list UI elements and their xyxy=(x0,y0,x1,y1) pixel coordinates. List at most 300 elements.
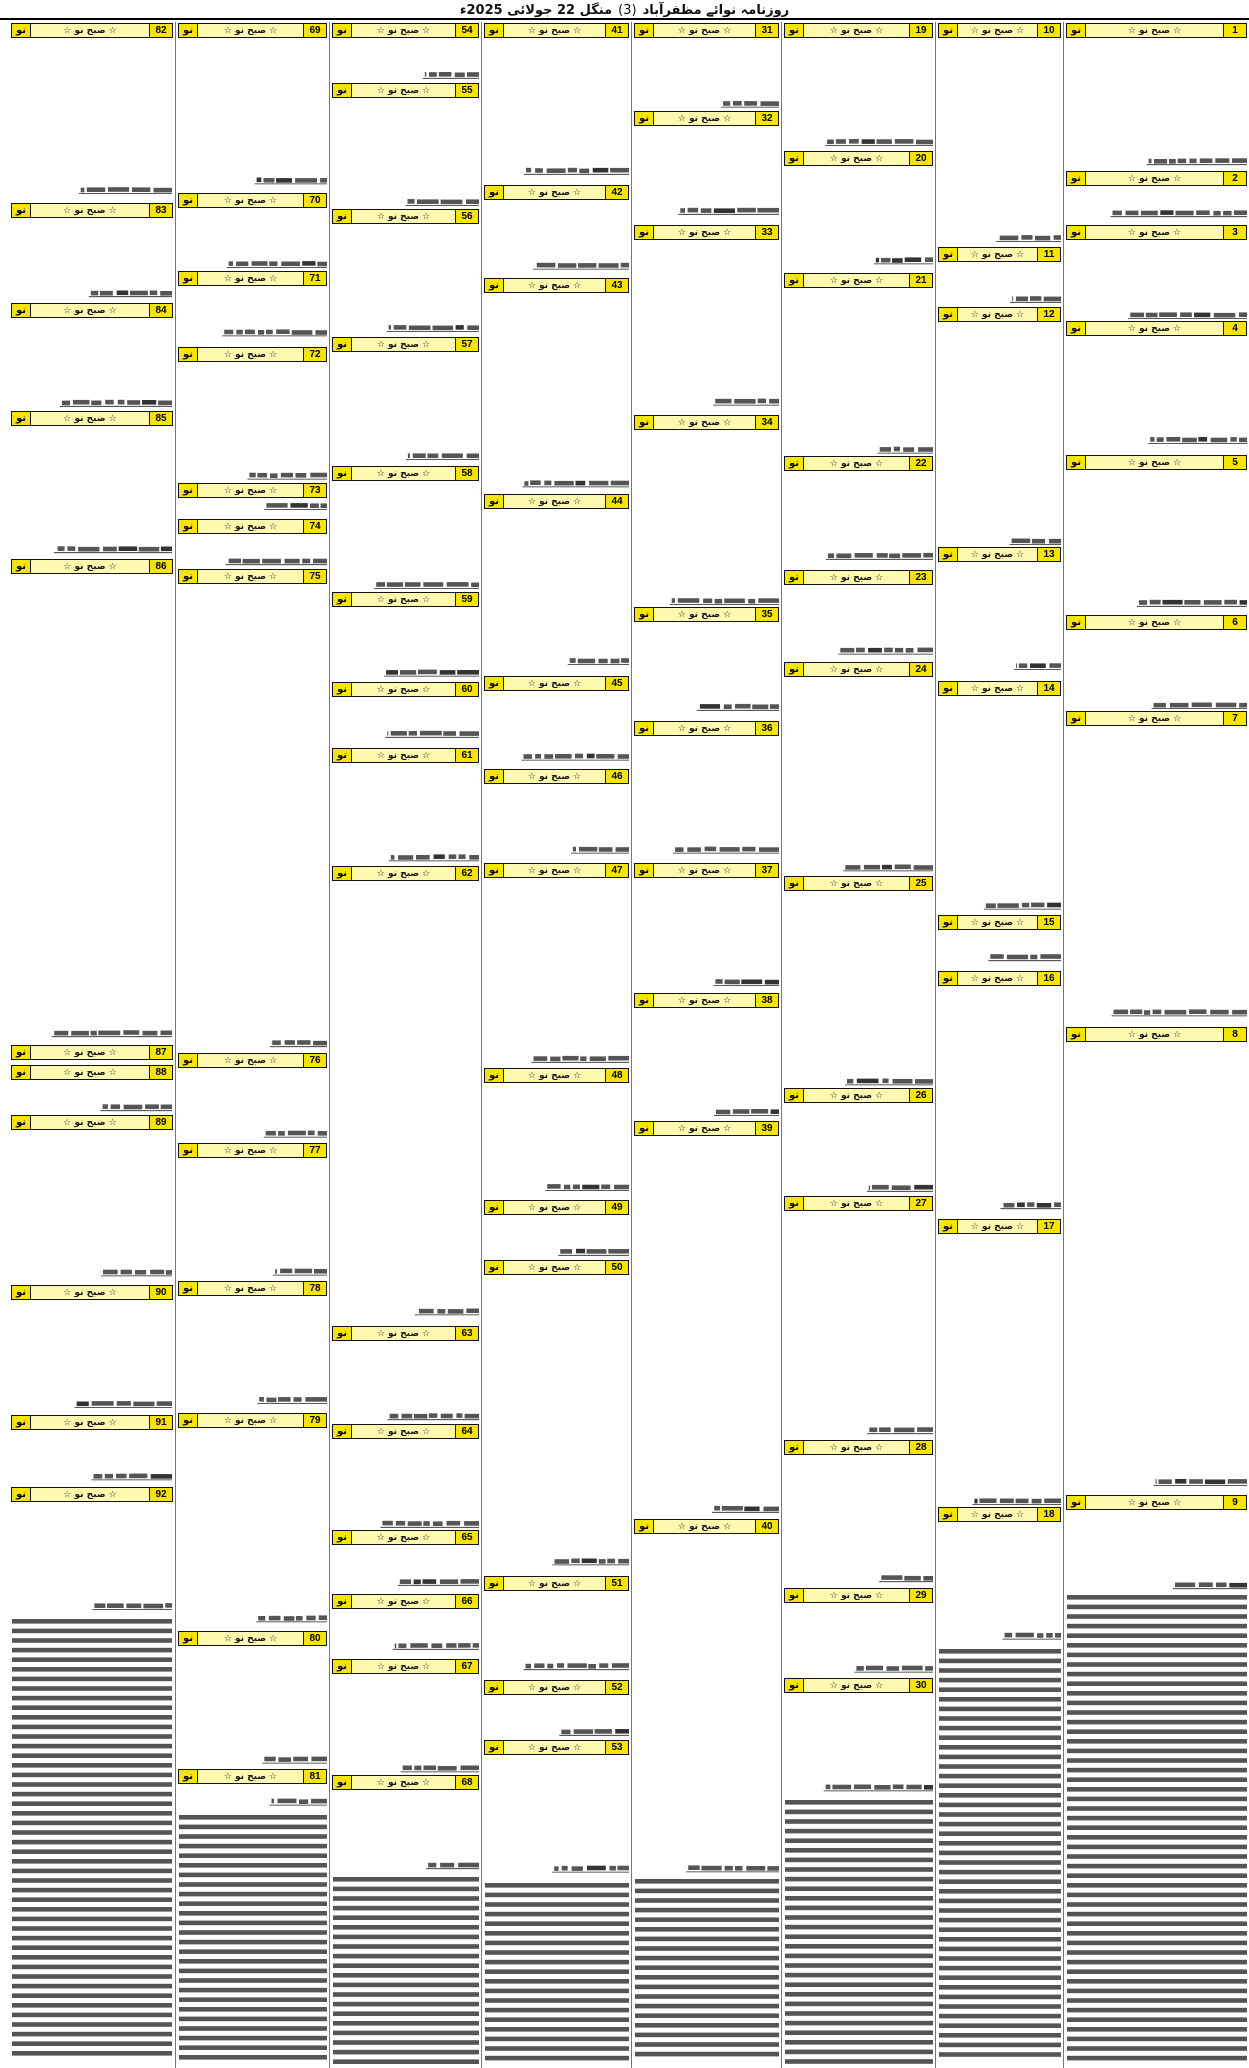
news-item-label: ☆ صبح نو ☆ xyxy=(31,304,149,317)
word-mark xyxy=(595,1729,612,1734)
news-item-label: ☆ صبح نو ☆ xyxy=(352,593,455,606)
word-mark xyxy=(1067,1768,1247,1773)
news-item-header xyxy=(634,721,779,736)
news-item-logo: نو xyxy=(12,304,31,317)
word-mark xyxy=(333,2040,479,2045)
word-mark xyxy=(179,1997,327,2002)
word-mark xyxy=(485,1893,629,1898)
news-item-label: ☆ صبح نو ☆ xyxy=(654,1122,755,1135)
text-lines xyxy=(11,1302,173,1413)
news-item-text-block xyxy=(11,1082,173,1114)
news-item-number: 59 xyxy=(455,593,478,606)
news-item-number: 2 xyxy=(1223,172,1246,185)
word-mark xyxy=(333,1944,479,1949)
word-mark xyxy=(333,2021,479,2026)
news-item xyxy=(178,270,327,346)
word-mark xyxy=(1198,437,1207,442)
news-item-number: 41 xyxy=(605,24,628,37)
news-item-text-block xyxy=(484,693,629,768)
word-mark xyxy=(179,1853,327,1858)
word-mark xyxy=(278,1799,297,1804)
news-item-number: 55 xyxy=(455,84,478,97)
word-mark xyxy=(939,1889,1061,1894)
text-lines xyxy=(178,1786,327,1811)
news-item-label: ☆ صبح نو ☆ xyxy=(504,1741,605,1754)
news-item-label: ☆ صبح نو ☆ xyxy=(198,194,303,207)
word-mark xyxy=(272,1040,281,1045)
word-mark xyxy=(333,1915,479,1920)
text-lines xyxy=(1066,472,1247,613)
word-mark xyxy=(785,1925,933,1930)
news-item-text-block xyxy=(484,1217,629,1259)
news-item-header xyxy=(484,1576,629,1591)
word-mark xyxy=(785,1934,933,1939)
word-mark xyxy=(485,1969,629,1974)
word-mark xyxy=(1223,211,1232,216)
word-mark xyxy=(1067,2027,1247,2032)
text-lines xyxy=(11,40,173,201)
word-mark xyxy=(856,648,865,653)
word-mark xyxy=(874,1785,890,1790)
word-mark xyxy=(785,1954,933,1959)
text-lines xyxy=(11,1616,173,2068)
word-mark xyxy=(1067,1720,1247,1725)
word-mark xyxy=(485,2027,629,2032)
word-mark xyxy=(589,481,608,486)
news-item-label: ☆ صبح نو ☆ xyxy=(654,864,755,877)
word-mark xyxy=(635,2013,779,2018)
word-mark xyxy=(554,481,573,486)
news-item-header xyxy=(178,1631,327,1646)
word-mark xyxy=(308,1131,315,1136)
text-lines xyxy=(634,432,779,605)
word-mark xyxy=(292,330,313,335)
news-item-header xyxy=(484,863,629,878)
text-lines xyxy=(178,40,327,191)
news-item-number: 87 xyxy=(149,1046,172,1059)
word-mark xyxy=(761,101,780,106)
word-mark xyxy=(333,1925,479,1930)
word-mark xyxy=(456,1413,462,1418)
word-mark xyxy=(376,582,385,587)
text-lines xyxy=(484,1593,629,1678)
news-item-text-block xyxy=(938,698,1061,914)
text-lines xyxy=(484,1085,629,1198)
word-mark xyxy=(269,261,277,266)
news-item xyxy=(11,202,173,302)
word-mark xyxy=(1067,1893,1247,1898)
word-mark xyxy=(67,546,75,551)
news-item-logo: نو xyxy=(333,467,352,480)
news-item-logo: نو xyxy=(635,112,654,125)
news-item-header xyxy=(1066,1027,1247,1042)
word-mark xyxy=(734,399,755,404)
word-mark xyxy=(635,1908,779,1913)
news-item-number: 47 xyxy=(605,864,628,877)
word-mark xyxy=(1016,1499,1029,1504)
news-item-number: 14 xyxy=(1037,682,1060,695)
news-item-text-block xyxy=(332,354,479,465)
word-mark xyxy=(939,1822,1061,1827)
word-mark xyxy=(1130,1010,1142,1015)
word-mark xyxy=(1067,1835,1247,1840)
word-mark xyxy=(687,847,701,852)
word-mark xyxy=(593,168,609,173)
word-mark xyxy=(939,1870,1061,1875)
word-mark xyxy=(826,1785,831,1790)
news-item-label: ☆ صبح نو ☆ xyxy=(504,1681,605,1694)
word-mark xyxy=(587,754,595,759)
news-item-label: ☆ صبح نو ☆ xyxy=(198,1282,303,1295)
word-mark xyxy=(939,2043,1061,2048)
word-mark xyxy=(748,599,755,604)
news-item-number: 49 xyxy=(605,1201,628,1214)
word-mark xyxy=(986,903,996,908)
word-mark xyxy=(437,1309,445,1314)
word-mark xyxy=(1150,437,1154,442)
word-mark xyxy=(769,399,779,404)
word-mark xyxy=(78,547,99,552)
word-mark xyxy=(869,1186,870,1191)
news-item-logo: نو xyxy=(939,682,958,695)
news-item xyxy=(634,1120,779,1518)
news-item-header xyxy=(178,1281,327,1296)
news-item-text-block xyxy=(178,500,327,518)
news-item xyxy=(484,184,629,277)
news-item-logo: نو xyxy=(12,1116,31,1129)
word-mark xyxy=(386,670,398,675)
word-mark xyxy=(264,1757,275,1762)
news-item-label: ☆ صبح نو ☆ xyxy=(654,1520,755,1533)
news-item-label: ☆ صبح نو ☆ xyxy=(198,1770,303,1783)
word-mark xyxy=(1159,1479,1172,1484)
news-item-number: 83 xyxy=(149,204,172,217)
text-lines xyxy=(1066,338,1247,453)
word-mark xyxy=(635,2052,779,2057)
news-item-logo: نو xyxy=(179,1054,198,1067)
word-mark xyxy=(562,1866,568,1871)
word-mark xyxy=(939,2004,1061,2009)
text-lines xyxy=(332,883,479,1324)
news-item-header xyxy=(938,307,1061,322)
news-item-number: 30 xyxy=(909,1679,932,1692)
news-item-label: ☆ صبح نو ☆ xyxy=(1086,172,1223,185)
word-mark xyxy=(868,648,882,653)
news-item-header xyxy=(178,23,327,38)
news-item-label: ☆ صبح نو ☆ xyxy=(31,24,149,37)
news-item-number: 36 xyxy=(755,722,778,735)
word-mark xyxy=(555,754,572,759)
news-item-number: 75 xyxy=(303,570,326,583)
news-item xyxy=(484,22,629,184)
word-mark xyxy=(785,2040,933,2045)
news-item-header xyxy=(11,1487,173,1502)
word-mark xyxy=(1178,159,1187,164)
news-item xyxy=(634,110,779,224)
word-mark xyxy=(752,705,768,710)
word-mark xyxy=(715,979,722,984)
word-mark xyxy=(724,599,745,604)
text-lines xyxy=(332,1874,479,2068)
word-mark xyxy=(785,2030,933,2035)
word-mark xyxy=(311,1799,327,1804)
word-mark xyxy=(892,258,903,263)
word-mark xyxy=(735,1866,743,1871)
word-mark xyxy=(485,2037,629,2042)
word-mark xyxy=(1067,1614,1247,1619)
word-mark xyxy=(877,553,888,558)
news-item-logo: نو xyxy=(939,548,958,561)
news-item-logo: نو xyxy=(12,24,31,37)
word-mark xyxy=(1199,1582,1213,1587)
word-mark xyxy=(765,980,779,985)
text-lines xyxy=(332,1792,479,1873)
news-item-number: 3 xyxy=(1223,226,1246,239)
news-item-number: 13 xyxy=(1037,548,1060,561)
word-mark xyxy=(236,262,248,267)
news-item-header xyxy=(332,337,479,352)
word-mark xyxy=(116,1474,127,1479)
word-mark xyxy=(127,400,140,405)
word-mark xyxy=(420,731,442,736)
word-mark xyxy=(893,1785,904,1790)
word-mark xyxy=(297,1040,310,1045)
news-item-number: 78 xyxy=(303,1282,326,1295)
word-mark xyxy=(224,330,233,335)
news-item-number: 92 xyxy=(149,1488,172,1501)
word-mark xyxy=(1067,1864,1247,1869)
news-item-text-block xyxy=(938,564,1061,680)
word-mark xyxy=(154,188,173,193)
word-mark xyxy=(398,1644,406,1649)
text-lines xyxy=(1066,1512,1247,1591)
news-item-header xyxy=(1066,321,1247,336)
word-mark xyxy=(544,754,553,759)
word-mark xyxy=(259,1397,264,1402)
news-item xyxy=(484,1199,629,1259)
word-mark xyxy=(1067,1806,1247,1811)
word-mark xyxy=(1200,158,1213,163)
word-mark xyxy=(635,1946,779,1951)
word-mark xyxy=(441,200,463,205)
word-mark xyxy=(939,1716,1061,1721)
news-item-text-block xyxy=(332,1343,479,1423)
news-item-text-block xyxy=(332,1441,479,1529)
news-columns xyxy=(0,22,1249,2068)
word-mark xyxy=(12,1753,172,1758)
word-mark xyxy=(614,1185,629,1190)
word-mark xyxy=(1234,210,1247,215)
word-mark xyxy=(317,262,327,267)
word-mark xyxy=(117,291,129,296)
news-item-label: ☆ صبح نو ☆ xyxy=(958,548,1037,561)
news-item-number: 35 xyxy=(755,608,778,621)
word-mark xyxy=(276,329,289,334)
text-lines xyxy=(332,40,479,81)
news-item-number: 90 xyxy=(149,1286,172,1299)
word-mark xyxy=(882,865,892,870)
word-mark xyxy=(12,1734,172,1739)
news-item-label: ☆ صبح نو ☆ xyxy=(654,24,755,37)
word-mark xyxy=(12,1686,172,1691)
news-item xyxy=(784,1087,933,1195)
news-item-text-block xyxy=(484,1085,629,1199)
news-item-text-block xyxy=(634,432,779,606)
news-item-label: ☆ صبح نو ☆ xyxy=(31,1116,149,1129)
word-mark xyxy=(547,1184,560,1189)
word-mark xyxy=(758,598,779,603)
news-item-logo: نو xyxy=(12,1046,31,1059)
word-mark xyxy=(895,648,903,653)
text-lines xyxy=(332,1547,479,1592)
text-lines xyxy=(178,500,327,517)
news-item-label: ☆ صبح نو ☆ xyxy=(352,749,455,762)
word-mark xyxy=(884,648,893,653)
word-mark xyxy=(417,199,439,204)
word-mark xyxy=(725,1866,733,1871)
word-mark xyxy=(881,1575,902,1580)
word-mark xyxy=(573,847,576,852)
word-mark xyxy=(1067,1854,1247,1859)
news-item-logo: نو xyxy=(485,1741,504,1754)
news-item-logo: نو xyxy=(939,1220,958,1233)
word-mark xyxy=(828,553,834,558)
word-mark xyxy=(939,1803,1061,1808)
word-mark xyxy=(918,648,934,653)
word-mark xyxy=(418,670,437,675)
text-lines xyxy=(784,679,933,874)
news-item-header xyxy=(484,278,629,293)
word-mark xyxy=(925,1666,933,1671)
news-item xyxy=(484,493,629,675)
word-mark xyxy=(461,1579,480,1584)
text-lines xyxy=(634,738,779,861)
news-item-logo: نو xyxy=(1067,616,1086,629)
word-mark xyxy=(568,168,577,173)
news-item-label: ☆ صبح نو ☆ xyxy=(1086,616,1223,629)
word-mark xyxy=(892,1185,911,1190)
text-lines xyxy=(634,624,779,719)
news-item-logo: نو xyxy=(485,1261,504,1274)
news-item-number: 8 xyxy=(1223,1028,1246,1041)
word-mark xyxy=(1139,600,1147,605)
word-mark xyxy=(333,2059,479,2064)
news-item xyxy=(1066,614,1247,710)
news-item-logo: نو xyxy=(785,152,804,165)
news-item-logo: نو xyxy=(785,663,804,676)
word-mark xyxy=(12,1744,172,1749)
word-mark xyxy=(333,2050,479,2055)
word-mark xyxy=(1067,2037,1247,2042)
news-item-text-block xyxy=(938,40,1061,246)
word-mark xyxy=(895,139,914,144)
text-lines xyxy=(634,1876,779,2068)
word-mark xyxy=(424,1766,437,1771)
word-mark xyxy=(229,261,233,266)
word-mark xyxy=(315,330,327,335)
word-mark xyxy=(179,1882,327,1887)
word-mark xyxy=(429,1413,437,1418)
news-item-label: ☆ صبح نو ☆ xyxy=(804,877,909,890)
news-item-number: 84 xyxy=(149,304,172,317)
word-mark xyxy=(1067,1979,1247,1984)
column-tail-text xyxy=(784,1797,933,2068)
news-item-header xyxy=(634,111,779,126)
word-mark xyxy=(293,1757,308,1762)
word-mark xyxy=(925,257,933,262)
word-mark xyxy=(880,447,891,452)
word-mark xyxy=(145,1104,159,1109)
news-item-logo: نو xyxy=(939,1508,958,1521)
news-item xyxy=(484,277,629,493)
word-mark xyxy=(537,263,556,268)
text-lines xyxy=(938,324,1061,545)
news-item-number: 74 xyxy=(303,520,326,533)
word-mark xyxy=(1016,297,1028,302)
news-item-label: ☆ صبح نو ☆ xyxy=(504,495,605,508)
news-item-header xyxy=(332,1326,479,1341)
news-item xyxy=(11,1064,173,1114)
word-mark xyxy=(1012,539,1031,544)
word-mark xyxy=(534,1663,544,1668)
news-item-number: 73 xyxy=(303,484,326,497)
word-mark xyxy=(1067,1662,1247,1667)
word-mark xyxy=(333,1973,479,1978)
news-item-header xyxy=(784,1678,933,1693)
word-mark xyxy=(333,2011,479,2016)
word-mark xyxy=(118,400,125,405)
word-mark xyxy=(785,1982,933,1987)
word-mark xyxy=(893,1079,913,1084)
word-mark xyxy=(939,1985,1061,1990)
word-mark xyxy=(722,1506,743,1511)
word-mark xyxy=(1067,1931,1247,1936)
word-mark xyxy=(179,2007,327,2012)
word-mark xyxy=(547,168,566,173)
news-item-header xyxy=(938,1219,1061,1234)
word-mark xyxy=(414,1414,427,1419)
news-item-header xyxy=(938,915,1061,930)
news-item-label: ☆ صبح نو ☆ xyxy=(31,204,149,217)
news-item-number: 19 xyxy=(909,24,932,37)
word-mark xyxy=(733,101,742,106)
word-mark xyxy=(409,731,417,736)
news-item-text-block xyxy=(938,324,1061,546)
news-item-text-block xyxy=(332,1676,479,1774)
word-mark xyxy=(757,208,779,213)
news-item-text-block xyxy=(634,1138,779,1518)
news-item xyxy=(332,1529,479,1593)
news-item-text-block xyxy=(784,893,933,1087)
news-item-number: 29 xyxy=(909,1589,932,1602)
word-mark xyxy=(243,559,260,564)
word-mark xyxy=(1114,1010,1129,1015)
news-item xyxy=(634,1518,779,1876)
news-item-header xyxy=(484,494,629,509)
news-item xyxy=(178,1412,327,1630)
news-item-logo: نو xyxy=(485,495,504,508)
word-mark xyxy=(939,1927,1061,1932)
news-item-header xyxy=(634,225,779,240)
news-item-number: 39 xyxy=(755,1122,778,1135)
news-item-logo: نو xyxy=(12,560,31,573)
text-lines xyxy=(634,1536,779,1875)
word-mark xyxy=(108,187,129,192)
word-mark xyxy=(1176,211,1194,216)
word-mark xyxy=(12,1993,172,1998)
word-mark xyxy=(535,754,541,759)
news-item-logo: نو xyxy=(485,677,504,690)
